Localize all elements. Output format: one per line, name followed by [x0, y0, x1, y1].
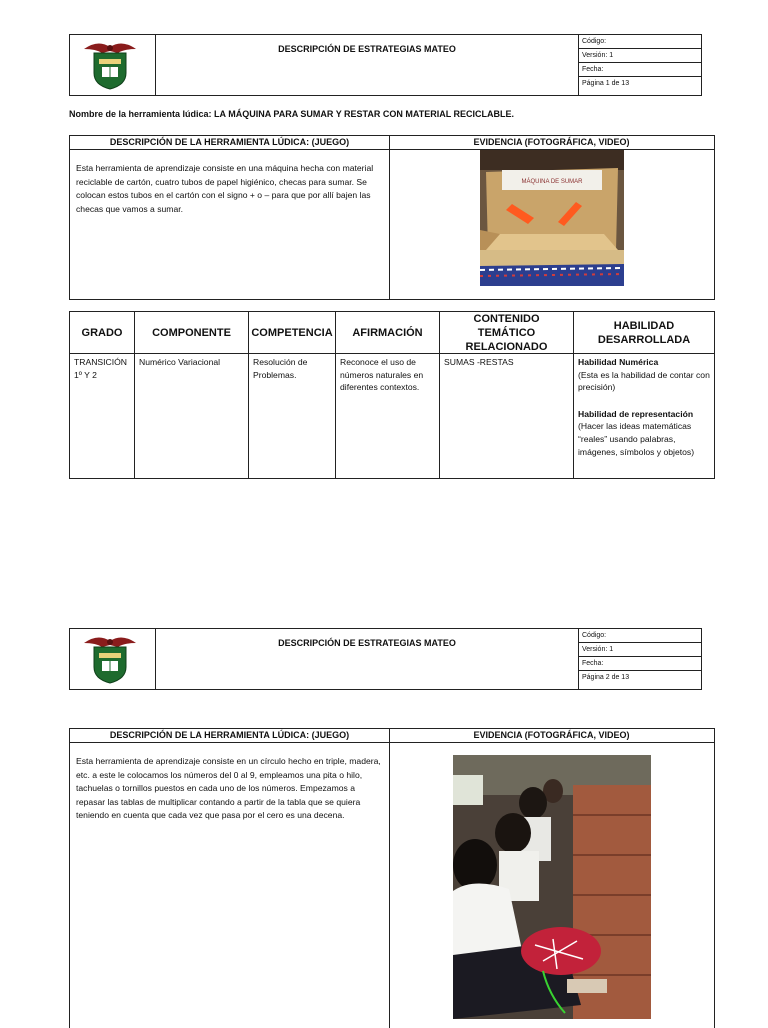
evidence-header: EVIDENCIA (FOTOGRÁFICA, VIDEO) [389, 729, 714, 743]
header-habilidad: HABILIDAD DESARROLLADA [597, 319, 691, 346]
column-divider [389, 136, 390, 299]
evidence-photo-machine [480, 150, 624, 286]
school-crest-icon [80, 633, 140, 685]
description-header: DESCRIPCIÓN DE LA HERRAMIENTA LÚDICA: (JUEGO) [70, 136, 389, 150]
fecha-label: Fecha: [579, 63, 702, 77]
page2-doc-title: DESCRIPCIÓN DE ESTRATEGIAS MATEO [278, 638, 456, 648]
evidence-header: EVIDENCIA (FOTOGRÁFICA, VIDEO) [389, 136, 714, 150]
cell-habilidad [574, 354, 714, 460]
tool-description: Esta herramienta de aprendizaje consiste en una máquina hecha con material reciclable de cartón, cuatro tubos de papel higiénico, checas para sumar. Se colocan estos tubos en el cartón con el signo + o – para que por allí bajen las checas que vamos a sumar. [76, 163, 374, 214]
description-header: DESCRIPCIÓN DE LA HERRAMIENTA LÚDICA: (JUEGO) [70, 729, 389, 743]
cell-componente: Numérico Variacional [139, 357, 221, 367]
pagina-label: Página 1 de 13 [582, 80, 630, 87]
habilidad-representacion-text: (Hacer las ideas matemáticas “reales” usando palabras, imágenes, símbolos y objetos) [578, 421, 695, 457]
cell-afirmacion: Reconoce el uso de números naturales en diferentes contextos. [340, 357, 424, 393]
page2-description-table [69, 728, 715, 1028]
column-divider [389, 729, 390, 1028]
habilidad-numerica-text: (Esta es la habilidad de contar con precisión) [578, 369, 710, 393]
page1-meta-cell [578, 35, 702, 95]
version-label: Versión: 1 [579, 49, 702, 63]
cell-competencia: Resolución de Problemas. [253, 357, 308, 380]
fecha-label: Fecha: [579, 657, 702, 671]
page1-header [69, 34, 702, 96]
page1-description-table [69, 135, 715, 300]
habilidad-numerica-title: Habilidad Numérica [578, 357, 659, 367]
header-grado: GRADO [81, 326, 123, 339]
header-componente: COMPONENTE [152, 326, 231, 339]
page2-meta-cell [578, 629, 702, 689]
evidence-photo-students [453, 755, 651, 1019]
school-crest-icon [80, 39, 140, 91]
page1-competency-table [69, 311, 715, 479]
tool-name: Nombre de la herramienta lúdica: LA MÁQUINA PARA SUMAR Y RESTAR CON MATERIAL RECICLABLE. [69, 109, 515, 119]
tool-description: Esta herramienta de aprendizaje consiste en un círculo hecho en triple, madera, etc. a este le colocamos los números del 0 al 9, empleamos una pita o hilo, tachuelas o tornillos puestos en cada uno de los números. Empezamos a repasar las tablas de multiplicar contando a partir de la tabla que se quiera teniendo en cuenta que cada vez que pasa por el cero es una decena. [76, 756, 381, 820]
version-label: Versión: 1 [579, 643, 702, 657]
header-competencia: COMPETENCIA [251, 326, 333, 339]
cell-grado: TRANSICIÓN 1º Y 2 [74, 357, 127, 380]
school-logo-cell [70, 35, 156, 95]
school-logo-cell [70, 629, 156, 689]
pagina-label: Página 2 de 13 [582, 674, 630, 681]
header-afirmacion: AFIRMACIÓN [352, 326, 423, 339]
machine-sign-text: MÁQUINA DE SUMAR [521, 179, 583, 185]
habilidad-representacion-title: Habilidad de representación [578, 408, 694, 419]
codigo-label: Código: [579, 35, 702, 49]
cell-contenido: SUMAS -RESTAS [444, 357, 514, 367]
header-contenido: CONTENIDO TEMÁTICO RELACIONADO [465, 312, 548, 353]
page2-header [69, 628, 702, 690]
page1-doc-title: DESCRIPCIÓN DE ESTRATEGIAS MATEO [278, 44, 456, 54]
codigo-label: Código: [579, 629, 702, 643]
